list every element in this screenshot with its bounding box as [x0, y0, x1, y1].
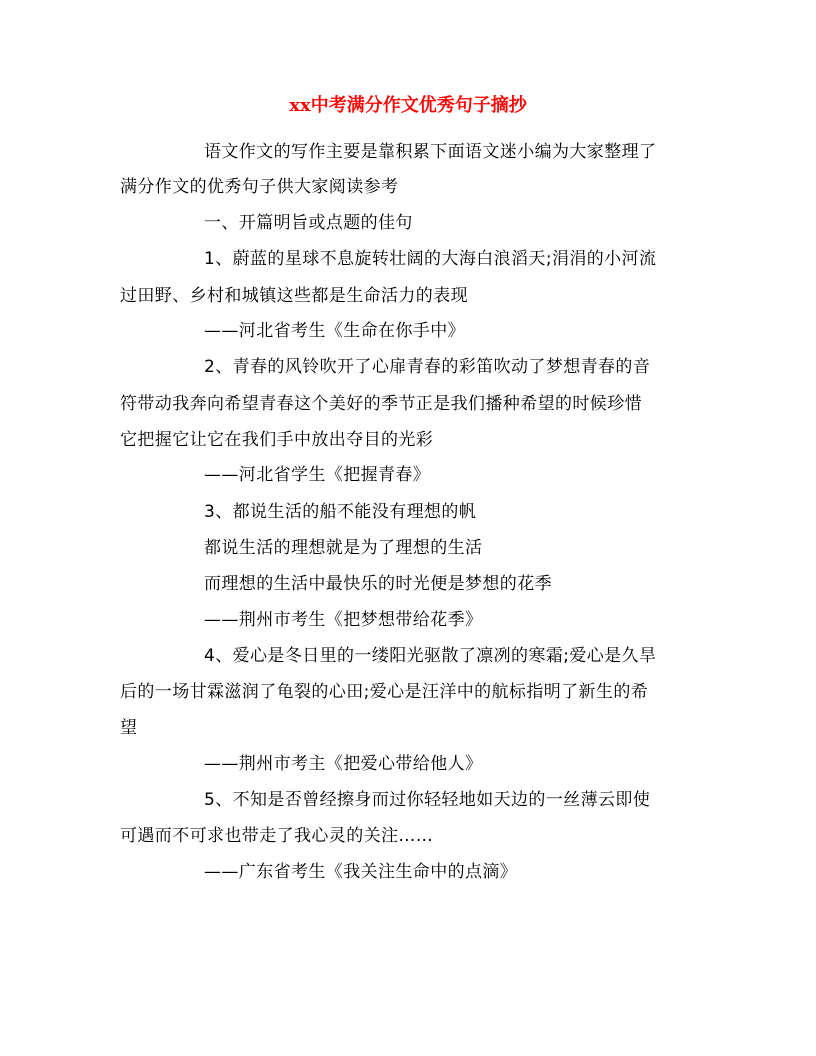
section-heading: 一、开篇明旨或点题的佳句 [204, 213, 413, 233]
item-3-line-2: 都说生活的理想就是为了理想的生活 [204, 538, 483, 558]
item-1-line-2: 过田野、乡村和城镇这些都是生命活力的表现 [120, 286, 468, 306]
intro-line-2: 满分作文的优秀句子供大家阅读参考 [120, 177, 399, 197]
item-1-line-1: 1、蔚蓝的星球不息旋转壮阔的大海白浪滔天;涓涓的小河流 [204, 249, 657, 269]
item-2-source: ——河北省学生《把握青春》 [204, 465, 431, 485]
item-1-source: ——河北省考生《生命在你手中》 [204, 321, 465, 341]
item-5-line-2: 可遇而不可求也带走了我心灵的关注…… [120, 826, 434, 846]
item-3-line-3: 而理想的生活中最快乐的时光便是梦想的花季 [204, 574, 552, 594]
item-4-line-3: 望 [120, 718, 138, 738]
item-3-line-1: 3、都说生活的船不能没有理想的帆 [204, 502, 477, 522]
item-4-line-2: 后的一场甘霖滋润了龟裂的心田;爱心是汪洋中的航标指明了新生的希 [120, 682, 649, 702]
item-5-source: ——广东省考生《我关注生命中的点滴》 [204, 862, 518, 882]
item-2-line-1: 2、青春的风铃吹开了心扉青春的彩笛吹动了梦想青春的音 [204, 357, 651, 377]
intro-line-1: 语文作文的写作主要是靠积累下面语文迷小编为大家整理了 [204, 142, 657, 162]
item-3-source: ——荆州市考生《把梦想带给花季》 [204, 610, 483, 630]
document-title: xx中考满分作文优秀句子摘抄 [289, 95, 527, 116]
item-2-line-2: 符带动我奔向希望青春这个美好的季节正是我们播种希望的时候珍惜 [120, 394, 642, 414]
item-2-line-3: 它把握它让它在我们手中放出夺目的光彩 [120, 430, 434, 450]
item-4-source: ——荆州市考主《把爱心带给他人》 [204, 754, 483, 774]
item-5-line-1: 5、不知是否曾经擦身而过你轻轻地如天边的一丝薄云即使 [204, 790, 651, 810]
item-4-line-1: 4、爱心是冬日里的一缕阳光驱散了凛冽的寒霜;爱心是久旱 [204, 646, 657, 666]
